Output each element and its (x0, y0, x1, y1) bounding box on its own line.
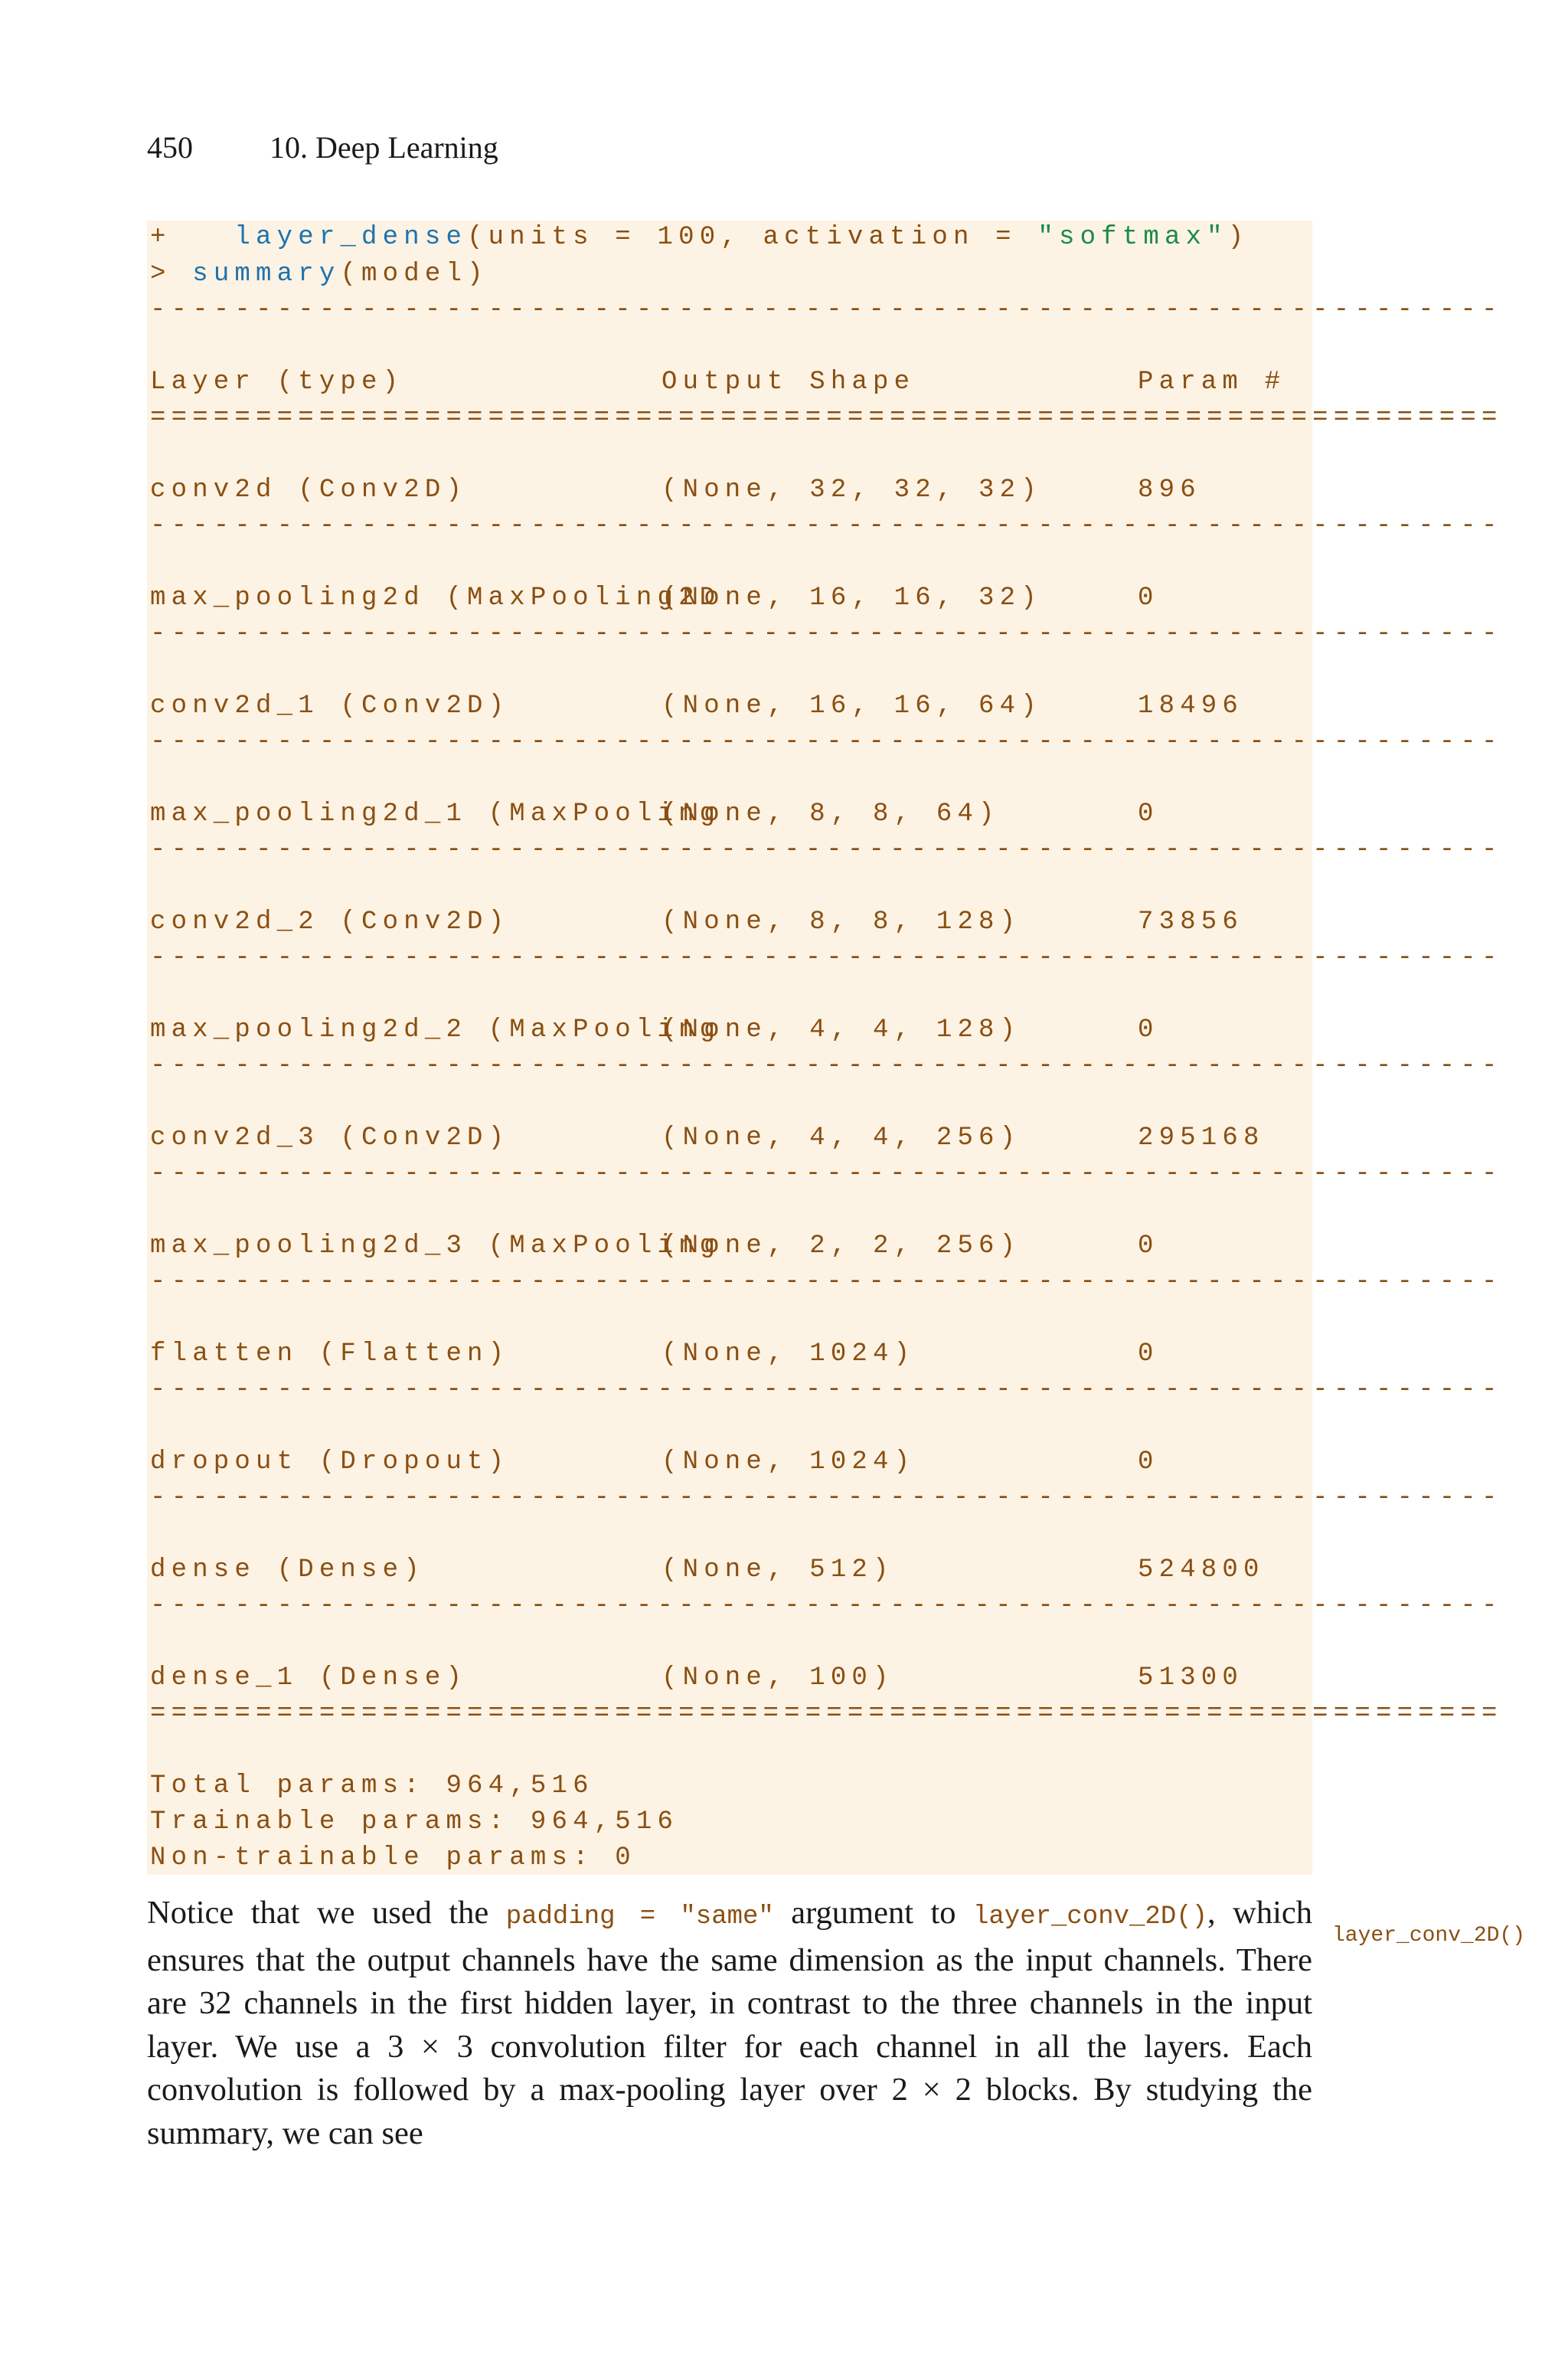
paragraph-text: , which ensures that the output channels have the same dimension as the input channels. There are 32 channels in the first hidden layer, in contrast to the three channels in the input layer. We use a 3 × 3 convolution filter for each channel in all the layers. Each convolution is followed by a max-pooling layer over 2 × 2 blocks. By studying the summary, we can see (147, 1895, 1312, 2151)
separator-line: ---------------------------------------------------------------- (150, 620, 1503, 649)
output-shape: (None, 512) (662, 1555, 894, 1585)
output-shape: (None, 4, 4, 256) (662, 1124, 1021, 1153)
separator-line: ---------------------------------------------------------------- (150, 1160, 1503, 1189)
layer-name: dropout (Dropout) (150, 1447, 510, 1477)
param-count: 18496 (1138, 692, 1244, 721)
param-count: 73856 (1138, 908, 1244, 937)
table-row (150, 1231, 1159, 1261)
separator-line: ---------------------------------------------------------------- (150, 512, 1503, 541)
param-count: 0 (1138, 1232, 1159, 1261)
table-header (150, 367, 1285, 397)
column-header-params: Param # (1138, 368, 1286, 397)
function-name: layer_dense (234, 223, 468, 252)
closing-paren: ) (1227, 223, 1250, 252)
trainable-params: Trainable params: 964,516 (150, 1807, 679, 1837)
table-row (150, 1555, 1265, 1585)
code-line-layer-dense (150, 222, 1249, 253)
param-count: 295168 (1138, 1124, 1265, 1153)
layer-name: conv2d_1 (Conv2D) (150, 692, 510, 721)
layer-name: conv2d_3 (Conv2D) (150, 1124, 510, 1153)
separator-line: ================================================================ (150, 404, 1503, 433)
layer-name: max_pooling2d (MaxPooling2D (150, 584, 721, 613)
output-shape: (None, 1024) (662, 1447, 916, 1477)
separator-line: ---------------------------------------------------------------- (150, 1268, 1503, 1297)
table-row (150, 1663, 1243, 1693)
body-paragraph (147, 1892, 1312, 2155)
output-shape: (None, 2, 2, 256) (662, 1232, 1021, 1261)
param-count: 0 (1138, 1016, 1159, 1045)
function-args: (model) (340, 260, 488, 289)
param-count: 524800 (1138, 1555, 1265, 1585)
output-shape: (None, 8, 8, 64) (662, 800, 1000, 829)
layer-name: max_pooling2d_1 (MaxPooling (150, 800, 721, 829)
code-block (147, 221, 1503, 1875)
table-row (150, 1123, 1265, 1153)
separator-line: ---------------------------------------------------------------- (150, 1591, 1503, 1621)
console-prompt: > (150, 260, 193, 289)
code-line-summary (150, 259, 488, 289)
separator-line: ================================================================ (150, 1699, 1503, 1729)
table-row (150, 475, 1201, 505)
param-count: 896 (1138, 476, 1201, 505)
output-shape: (None, 32, 32, 32) (662, 476, 1042, 505)
output-shape: (None, 4, 4, 128) (662, 1016, 1021, 1045)
separator-line: ---------------------------------------------------------------- (150, 1375, 1503, 1405)
param-count: 51300 (1138, 1663, 1244, 1693)
layer-name: dense (Dense) (150, 1555, 425, 1585)
table-row (150, 1015, 1159, 1045)
function-args: (units = 100, activation = (467, 223, 1038, 252)
output-shape: (None, 100) (662, 1663, 894, 1693)
continuation-prompt: + (150, 223, 235, 252)
table-row (150, 583, 1159, 613)
output-shape: (None, 1024) (662, 1339, 916, 1369)
table-row (150, 1339, 1159, 1369)
function-name: summary (192, 260, 341, 289)
inline-code: layer_conv_2D() (972, 1902, 1208, 1932)
output-shape: (None, 8, 8, 128) (662, 908, 1021, 937)
column-header-layer: Layer (type) (150, 368, 404, 397)
non-trainable-params: Non-trainable params: 0 (150, 1843, 636, 1873)
output-shape: (None, 16, 16, 64) (662, 692, 1042, 721)
separator-line: ---------------------------------------------------------------- (150, 728, 1503, 757)
table-row (150, 799, 1159, 829)
page-number: 450 (147, 130, 193, 165)
layer-name: max_pooling2d_3 (MaxPooling (150, 1232, 721, 1261)
chapter-title: 10. Deep Learning (270, 130, 498, 165)
param-count: 0 (1138, 1339, 1159, 1369)
margin-note: layer_conv_2D() (1332, 1924, 1526, 1948)
separator-line: ---------------------------------------------------------------- (150, 296, 1503, 325)
page-header (147, 129, 498, 167)
paragraph-text: Notice that we used the (147, 1895, 506, 1931)
string-literal: "softmax" (1037, 223, 1228, 252)
param-count: 0 (1138, 584, 1159, 613)
table-row (150, 1447, 1159, 1477)
param-count: 0 (1138, 1447, 1159, 1477)
output-shape: (None, 16, 16, 32) (662, 584, 1042, 613)
layer-name: conv2d (Conv2D) (150, 476, 468, 505)
separator-line: ---------------------------------------------------------------- (150, 1052, 1503, 1081)
table-row (150, 691, 1243, 721)
layer-name: conv2d_2 (Conv2D) (150, 908, 510, 937)
separator-line: ---------------------------------------------------------------- (150, 836, 1503, 865)
separator-line: ---------------------------------------------------------------- (150, 944, 1503, 973)
paragraph-text: argument to (773, 1895, 973, 1931)
layer-name: dense_1 (Dense) (150, 1663, 468, 1693)
layer-name: max_pooling2d_2 (MaxPooling (150, 1016, 721, 1045)
separator-line: ---------------------------------------------------------------- (150, 1483, 1503, 1513)
total-params: Total params: 964,516 (150, 1771, 594, 1801)
table-row (150, 907, 1243, 937)
param-count: 0 (1138, 800, 1159, 829)
column-header-output: Output Shape (662, 368, 916, 397)
layer-name: flatten (Flatten) (150, 1339, 510, 1369)
inline-code: padding = "same" (505, 1902, 774, 1932)
